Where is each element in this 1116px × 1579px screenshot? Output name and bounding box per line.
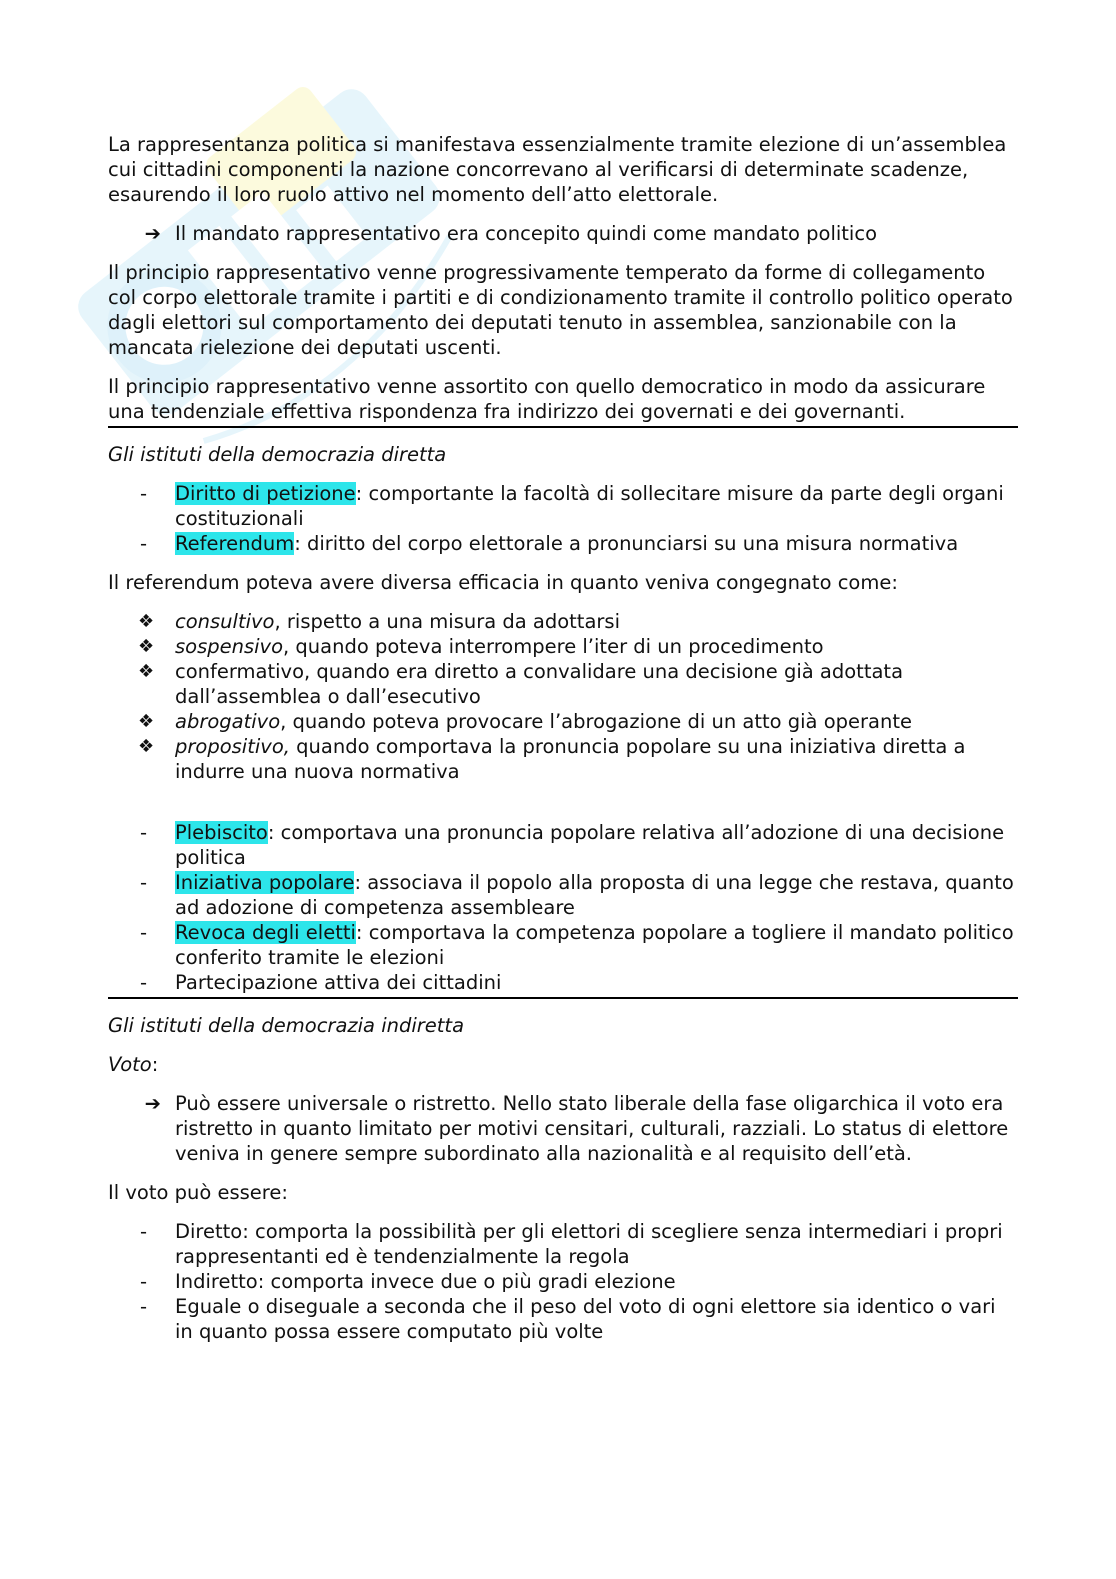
list-item bbox=[108, 1294, 1018, 1344]
referendum-type-term: sospensivo bbox=[175, 635, 284, 658]
list-item bbox=[108, 870, 1018, 920]
item-description: : comportava la competenza popolare a togliere il mandato politico conferito tramite le elezioni bbox=[175, 921, 1014, 969]
dash-icon: - bbox=[140, 971, 148, 994]
highlighted-term: Revoca degli eletti bbox=[175, 921, 356, 944]
dash-icon: - bbox=[140, 921, 148, 944]
referendum-types-list bbox=[108, 609, 1018, 784]
referendum-type-description: , rispetto a una misura da adottarsi bbox=[274, 610, 620, 633]
referendum-type-term: propositivo, bbox=[175, 735, 290, 758]
item-description: Partecipazione attiva dei cittadini bbox=[175, 971, 502, 994]
item-description: : comportante la facoltà di sollecitare misure da parte degli organi costituzionali bbox=[175, 482, 1004, 530]
direct-democracy-list-b bbox=[108, 820, 1018, 995]
list-item bbox=[108, 481, 1018, 531]
referendum-type-term: consultivo bbox=[175, 610, 275, 633]
document-page bbox=[108, 132, 1018, 1358]
diamond-bullet-icon: ❖ bbox=[138, 661, 155, 682]
arrow-bullet-mandate bbox=[108, 221, 1018, 246]
item-description: : associava il popolo alla proposta di una legge che restava, quanto ad adozione di competenza assembleare bbox=[175, 871, 1014, 919]
list-item bbox=[108, 1269, 1018, 1294]
section-divider bbox=[108, 426, 1018, 428]
referendum-type-description: , quando poteva interrompere l’iter di un procedimento bbox=[283, 635, 824, 658]
paragraph-principle-democratic: Il principio rappresentativo venne assortito con quello democratico in modo da assicurare una tendenziale effettiva rispondenza fra indirizzo dei governati e dei governanti. bbox=[108, 375, 986, 423]
list-item bbox=[108, 609, 1018, 634]
direct-democracy-list-a bbox=[108, 481, 1018, 556]
dash-icon: - bbox=[140, 1270, 148, 1293]
section-divider bbox=[108, 997, 1018, 999]
referendum-type-description: quando comportava la pronuncia popolare su una iniziativa diretta a indurre una nuova normativa bbox=[175, 735, 966, 783]
vote-type-text: Eguale o diseguale a seconda che il peso del voto di ogni elettore sia identico o vari in quanto possa essere computato più volte bbox=[175, 1295, 996, 1343]
paragraph-referendum-intro: Il referendum poteva avere diversa efficacia in quanto veniva congegnato come: bbox=[108, 571, 898, 594]
arrow-right-icon: ➔ bbox=[144, 1092, 161, 1115]
voto-label: Voto bbox=[108, 1053, 152, 1076]
list-item bbox=[108, 920, 1018, 970]
dash-icon: - bbox=[140, 482, 148, 505]
paragraph-principle-tempered: Il principio rappresentativo venne progressivamente temperato da forme di collegamento col corpo elettorale tramite i partiti e di condizionamento tramite il controllo politico operato dagli elettori sul comportamento dei deputati tenuto in assemblea, sanzionabile con la mancata rielezione dei deputati uscenti. bbox=[108, 261, 1013, 359]
section-title-indirect-democracy: Gli istituti della democrazia indiretta bbox=[108, 1014, 465, 1037]
diamond-bullet-icon: ❖ bbox=[138, 711, 155, 732]
item-description: : comportava una pronuncia popolare relativa all’adozione di una decisione politica bbox=[175, 821, 1005, 869]
referendum-type-term: confermativo bbox=[175, 660, 305, 683]
highlighted-term: Plebiscito bbox=[175, 821, 268, 844]
arrow-right-icon: ➔ bbox=[144, 222, 161, 245]
vote-type-text: Indiretto: comporta invece due o più gradi elezione bbox=[175, 1270, 676, 1293]
paragraph-representation: La rappresentanza politica si manifestava essenzialmente tramite elezione di un’assemblea cui cittadini componenti la nazione concorrevano al verificarsi di determinate scadenze, esaurendo il loro ruolo attivo nel momento dell’atto elettorale. bbox=[108, 133, 1007, 206]
section-title-direct-democracy: Gli istituti della democrazia diretta bbox=[108, 443, 447, 466]
highlighted-term: Iniziativa popolare bbox=[175, 871, 355, 894]
list-item bbox=[108, 634, 1018, 659]
referendum-type-description: , quando era diretto a convalidare una decisione già adottata dall’assemblea o dall’esecutivo bbox=[175, 660, 904, 708]
highlighted-term: Referendum bbox=[175, 532, 295, 555]
diamond-bullet-icon: ❖ bbox=[138, 736, 155, 757]
list-item bbox=[108, 659, 1018, 709]
item-description: : diritto del corpo elettorale a pronunciarsi su una misura normativa bbox=[294, 532, 959, 555]
dash-icon: - bbox=[140, 821, 148, 844]
vote-type-text: Diretto: comporta la possibilità per gli elettori di scegliere senza intermediari i propri rappresentanti ed è tendenzialmente la regola bbox=[175, 1220, 1003, 1268]
arrow-bullet-text: Il mandato rappresentativo era concepito quindi come mandato politico bbox=[175, 222, 877, 245]
dash-icon: - bbox=[140, 532, 148, 555]
referendum-type-term: abrogativo bbox=[175, 710, 281, 733]
highlighted-term: Diritto di petizione bbox=[175, 482, 356, 505]
list-item bbox=[108, 970, 1018, 995]
list-item bbox=[108, 531, 1018, 556]
arrow-bullet-vote bbox=[108, 1091, 1018, 1166]
paragraph-vote-intro: Il voto può essere: bbox=[108, 1181, 288, 1204]
vote-types-list bbox=[108, 1219, 1018, 1344]
referendum-type-description: , quando poteva provocare l’abrogazione di un atto già operante bbox=[280, 710, 912, 733]
dash-icon: - bbox=[140, 1220, 148, 1243]
diamond-bullet-icon: ❖ bbox=[138, 636, 155, 657]
list-item bbox=[108, 820, 1018, 870]
list-item bbox=[108, 1219, 1018, 1269]
dash-icon: - bbox=[140, 871, 148, 894]
list-item bbox=[108, 709, 1018, 734]
voto-heading: Voto: bbox=[108, 1053, 159, 1076]
diamond-bullet-icon: ❖ bbox=[138, 611, 155, 632]
dash-icon: - bbox=[140, 1295, 148, 1318]
list-item bbox=[108, 734, 1018, 784]
arrow-bullet-text: Può essere universale o ristretto. Nello stato liberale della fase oligarchica il voto era ristretto in quanto limitato per motivi censitari, culturali, razziali. Lo status di elettore veniva in genere sempre subordinato alla nazionalità e al requisito dell’età. bbox=[175, 1092, 1009, 1165]
